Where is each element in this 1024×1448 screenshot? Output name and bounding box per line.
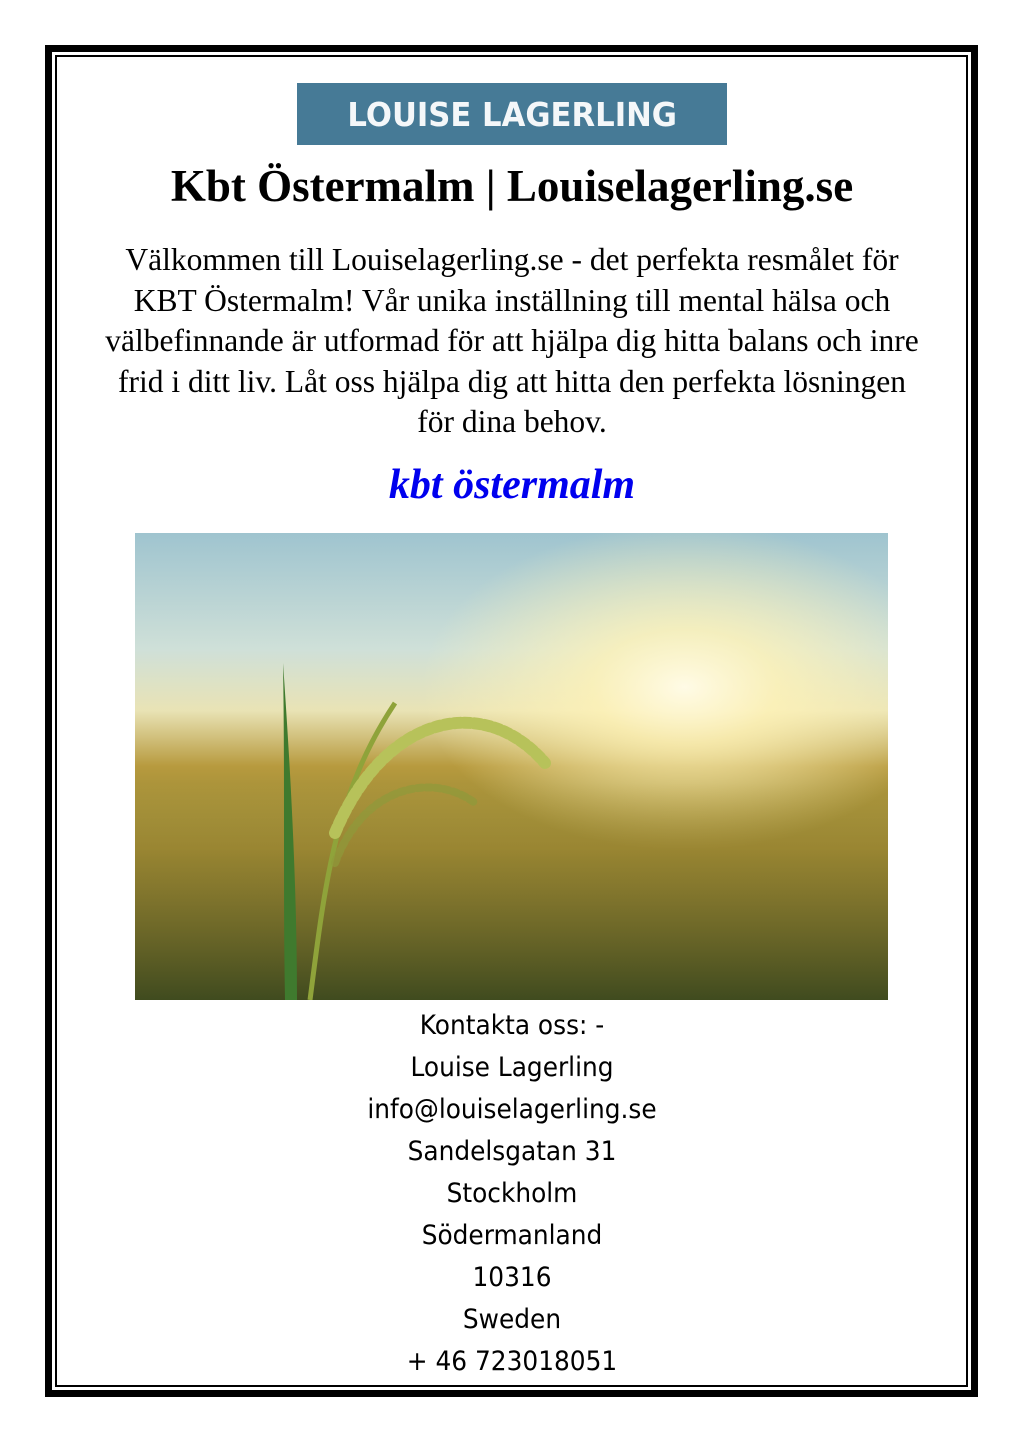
- logo: [297, 83, 727, 145]
- intro-line: för dina behov.: [417, 404, 607, 439]
- rice-field-photo: [135, 533, 888, 1000]
- intro-line: frid i ditt liv. Låt oss hjälpa dig att hitta den perfekta lösningen: [118, 363, 906, 399]
- page-title: Kbt Östermalm | Louiselagerling.se: [170, 161, 854, 211]
- logo-text: LOUISE LAGERLING: [347, 94, 677, 134]
- keyword-link[interactable]: kbt östermalm: [388, 462, 636, 508]
- contact-region: Södermanland: [421, 1220, 603, 1251]
- contact-phone[interactable]: + 46 723018051: [406, 1346, 618, 1377]
- rice-field-illustration: [135, 533, 888, 1000]
- contact-heading: Kontakta oss: -: [419, 1010, 605, 1041]
- contact-block: [60, 1005, 964, 1383]
- contact-postcode: 10316: [472, 1262, 552, 1293]
- intro-paragraph: [60, 240, 964, 443]
- contact-country: Sweden: [462, 1304, 562, 1335]
- intro-line: Välkommen till Louiselagerling.se - det perfekta resmålet för: [125, 242, 899, 277]
- intro-line: KBT Östermalm! Vår unika inställning till mental hälsa och: [133, 282, 891, 318]
- field-blur: [135, 783, 888, 1000]
- contact-name: Louise Lagerling: [410, 1052, 614, 1083]
- contact-street: Sandelsgatan 31: [407, 1136, 617, 1167]
- contact-email[interactable]: info@louiselagerling.se: [367, 1094, 657, 1125]
- contact-city: Stockholm: [446, 1178, 578, 1209]
- intro-line: välbefinnande är utformad för att hjälpa dig hitta balans och inre: [105, 323, 919, 358]
